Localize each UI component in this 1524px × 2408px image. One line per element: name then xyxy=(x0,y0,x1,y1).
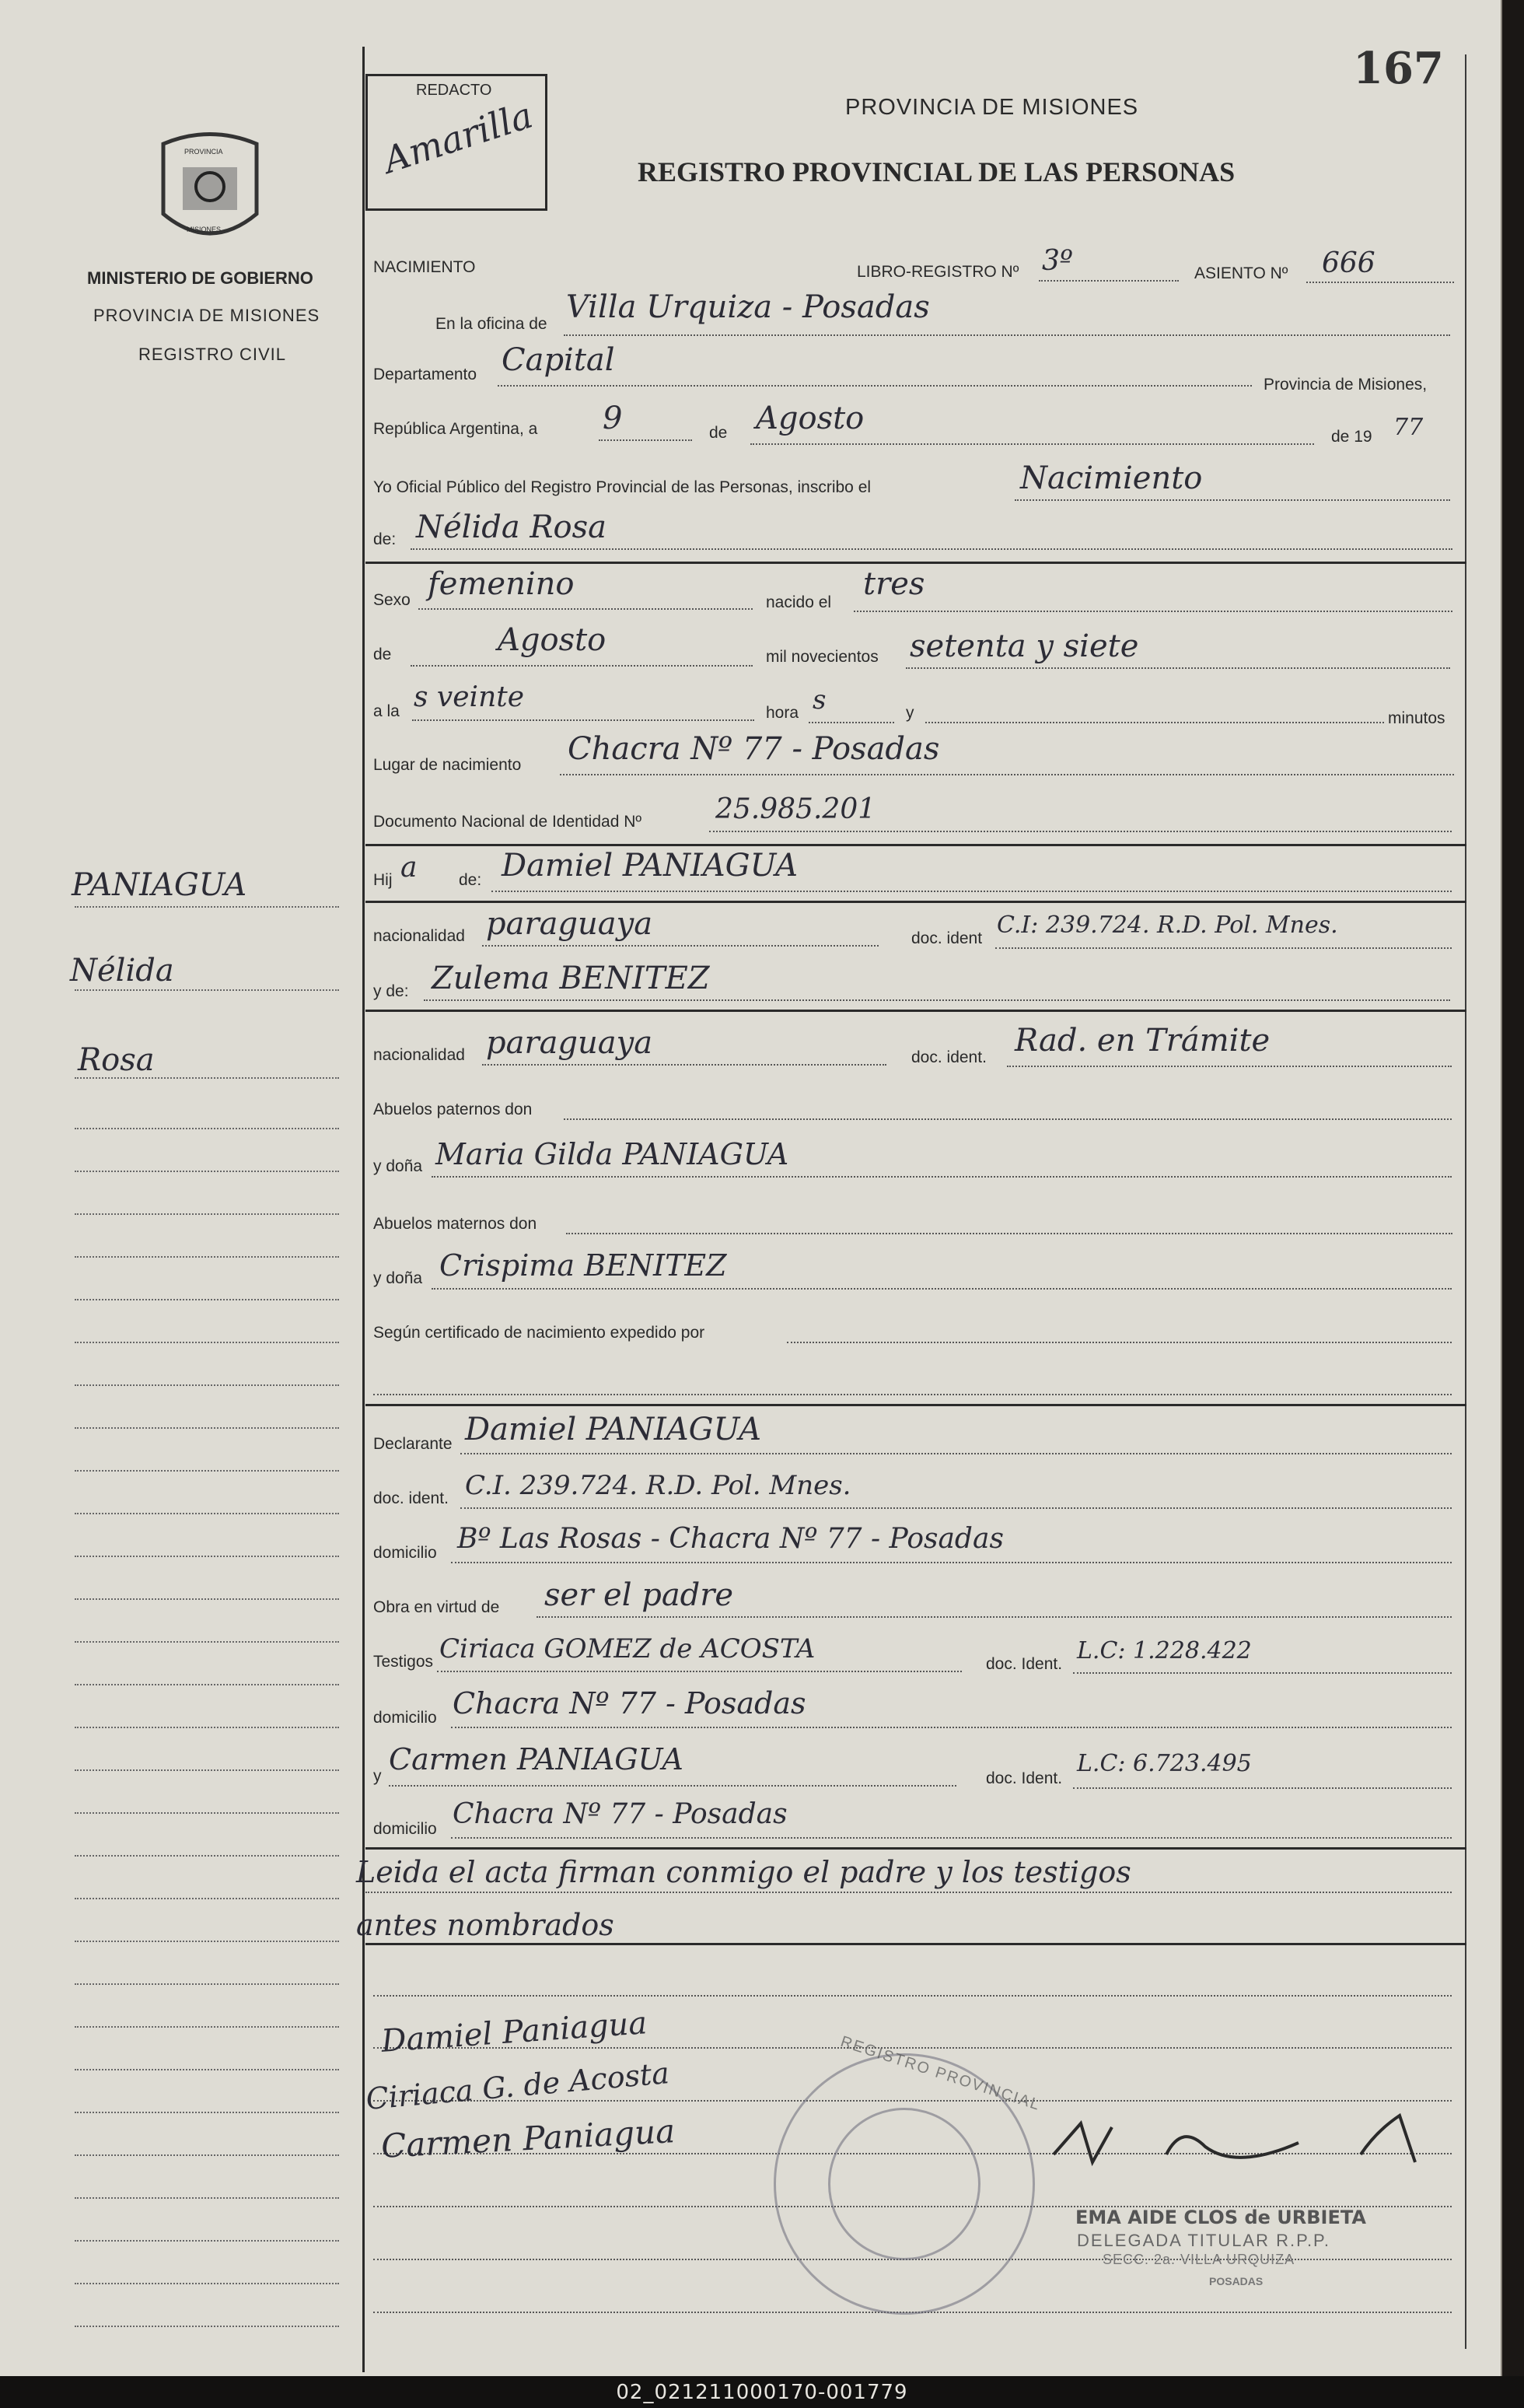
madre-doc-value: Rad. en Trámite xyxy=(1015,1023,1271,1059)
abuela-paterna-value: Maria Gilda PANIAGUA xyxy=(435,1137,789,1171)
mil-label: mil novecientos xyxy=(766,648,879,666)
oficial-text: Yo Oficial Público del Registro Provincial de las Personas, inscribo el xyxy=(373,478,872,496)
abuela-materna-value: Crispima BENITEZ xyxy=(439,1248,727,1283)
testigo2-value: Carmen PANIAGUA xyxy=(389,1742,683,1776)
oficina-label: En la oficina de xyxy=(435,315,547,333)
crest-label-top: PROVINCIA xyxy=(184,148,223,156)
abuelos-maternos-label: Abuelos maternos don xyxy=(373,1215,537,1233)
margin-line xyxy=(362,47,365,2372)
ala-label: a la xyxy=(373,702,400,720)
testigos-label: Testigos xyxy=(373,1653,434,1671)
hij-value: a xyxy=(400,852,418,884)
anio-label: de 19 xyxy=(1331,428,1372,446)
seal-text: REGISTRO PROVINCIAL xyxy=(838,2032,1043,2115)
departamento-label: Departamento xyxy=(373,366,477,383)
segun-label: Según certificado de nacimiento expedido por xyxy=(373,1324,705,1342)
padre-doc-value: C.I: 239.724. R.D. Pol. Mnes. xyxy=(997,912,1338,939)
hij-label: Hij xyxy=(373,871,393,889)
official-signature-icon xyxy=(1050,2100,1454,2178)
nacionalidad2-label: nacionalidad xyxy=(373,1046,465,1064)
scan-footer xyxy=(0,2376,1524,2408)
testigo1-value: Ciriaca GOMEZ de ACOSTA xyxy=(439,1633,816,1664)
domicilio3-label: domicilio xyxy=(373,1820,437,1838)
libro-label: LIBRO-REGISTRO Nº xyxy=(857,263,1019,281)
abuelos-paternos-label: Abuelos paternos don xyxy=(373,1101,533,1118)
nacionalidad-label: nacionalidad xyxy=(373,927,465,945)
horas-value: s xyxy=(813,684,827,716)
testigo2-domicilio-value: Chacra Nº 77 - Posadas xyxy=(453,1798,788,1830)
docident-label: doc. ident xyxy=(911,929,983,947)
de2-label: de: xyxy=(373,530,397,548)
libro-value: 3º xyxy=(1042,245,1073,277)
ministry-province: PROVINCIA DE MISIONES xyxy=(93,306,320,325)
testigo1-doc-value: L.C: 1.228.422 xyxy=(1077,1637,1252,1664)
stub-nombre-2: Rosa xyxy=(78,1042,155,1078)
nacido-label: nacido el xyxy=(766,593,832,611)
asiento-value: 666 xyxy=(1322,247,1375,279)
asiento-label: ASIENTO Nº xyxy=(1194,264,1288,282)
de4-label: de: xyxy=(459,871,482,889)
lugar-value: Chacra Nº 77 - Posadas xyxy=(568,731,940,767)
de-label: de xyxy=(709,424,728,442)
official-name: EMA AIDE CLOS de URBIETA xyxy=(1075,2207,1366,2228)
nota-line-2: antes nombrados xyxy=(356,1908,614,1942)
provincia-suffix: Provincia de Misiones, xyxy=(1264,376,1428,394)
declarante-value: Damiel PANIAGUA xyxy=(465,1412,761,1447)
padre-value: Damiel PANIAGUA xyxy=(502,848,798,884)
scan-id: 02_021211000170-001779 xyxy=(616,2381,908,2404)
acto-value: Nacimiento xyxy=(1020,460,1203,496)
de3-label: de xyxy=(373,646,392,663)
y2-label: y xyxy=(373,1767,382,1785)
docident2-label: doc. ident. xyxy=(911,1048,987,1066)
redacto-label: REDACTO xyxy=(416,82,492,99)
firma-testigo-1: Ciriaca G. de Acosta xyxy=(364,2056,671,2116)
redacto-value: Amarilla xyxy=(378,93,538,182)
anio-value: 77 xyxy=(1393,414,1424,441)
madre-value: Zulema BENITEZ xyxy=(432,961,710,996)
ydona2-label: y doña xyxy=(373,1269,423,1287)
domicilio-label: domicilio xyxy=(373,1544,437,1562)
dia-value: 9 xyxy=(603,401,623,436)
docident5-label: doc. Ident. xyxy=(986,1769,1063,1787)
registry-seal-inner xyxy=(828,2108,980,2260)
obra-value: ser el padre xyxy=(544,1577,734,1613)
dni-value: 25.985.201 xyxy=(715,793,876,825)
madre-nacionalidad: paraguaya xyxy=(486,1025,653,1061)
province-title: PROVINCIA DE MISIONES xyxy=(845,95,1139,120)
mes-value: Agosto xyxy=(756,401,865,436)
stub-apellido: PANIAGUA xyxy=(72,867,247,903)
nota-line-1: Leida el acta firman conmigo el padre y los testigos xyxy=(356,1855,1131,1889)
firma-testigo-2: Carmen Paniagua xyxy=(379,2112,676,2165)
province-crest-icon xyxy=(156,128,264,253)
republica-label: República Argentina, a xyxy=(373,420,538,438)
declarante-domicilio-value: Bº Las Rosas - Chacra Nº 77 - Posadas xyxy=(457,1523,1004,1555)
horas-label: hora xyxy=(766,704,799,722)
stub-nombre-1: Nélida xyxy=(70,953,174,989)
ydona-label: y doña xyxy=(373,1157,423,1175)
page-number: 167 xyxy=(1353,43,1444,94)
dni-label: Documento Nacional de Identidad Nº xyxy=(373,813,642,831)
right-margin-line xyxy=(1465,54,1466,2349)
record-type-label: NACIMIENTO xyxy=(373,258,476,276)
yde-label: y de: xyxy=(373,982,409,1000)
official-section: SECC. 2a. VILLA URQUIZA xyxy=(1103,2252,1295,2267)
departamento-value: Capital xyxy=(502,342,615,378)
testigo2-doc-value: L.C: 6.723.495 xyxy=(1077,1750,1252,1777)
official-title: DELEGADA TITULAR R.P.P. xyxy=(1077,2231,1331,2250)
firma-padre: Damiel Paniagua xyxy=(379,2005,648,2060)
crest-label-bottom: MISIONES xyxy=(187,226,222,233)
oficina-value: Villa Urquiza - Posadas xyxy=(566,289,930,325)
padre-nacionalidad: paraguaya xyxy=(486,906,653,942)
docident4-label: doc. Ident. xyxy=(986,1655,1063,1673)
testigo1-domicilio-value: Chacra Nº 77 - Posadas xyxy=(453,1686,806,1720)
nombre-value: Nélida Rosa xyxy=(416,509,606,545)
minutos-label: minutos xyxy=(1388,709,1445,727)
ministry-title: MINISTERIO DE GOBIERNO xyxy=(87,268,313,288)
sexo-value: femenino xyxy=(428,566,575,602)
obra-label: Obra en virtud de xyxy=(373,1598,500,1616)
official-city: POSADAS xyxy=(1209,2275,1264,2287)
sexo-label: Sexo xyxy=(373,591,411,609)
nacido-mes-value: Agosto xyxy=(498,622,606,658)
y-label: y xyxy=(906,704,914,722)
declarante-label: Declarante xyxy=(373,1435,453,1453)
nacido-dia-value: tres xyxy=(863,566,925,602)
docident3-label: doc. ident. xyxy=(373,1489,449,1507)
lugar-label: Lugar de nacimiento xyxy=(373,756,522,774)
registry-title: REGISTRO PROVINCIAL DE LAS PERSONAS xyxy=(638,156,1236,187)
ministry-office: REGISTRO CIVIL xyxy=(138,345,287,364)
declarante-doc-value: C.I. 239.724. R.D. Pol. Mnes. xyxy=(465,1470,851,1501)
domicilio2-label: domicilio xyxy=(373,1709,437,1727)
hora-value: s veinte xyxy=(414,681,525,713)
mil-value: setenta y siete xyxy=(910,628,1139,664)
